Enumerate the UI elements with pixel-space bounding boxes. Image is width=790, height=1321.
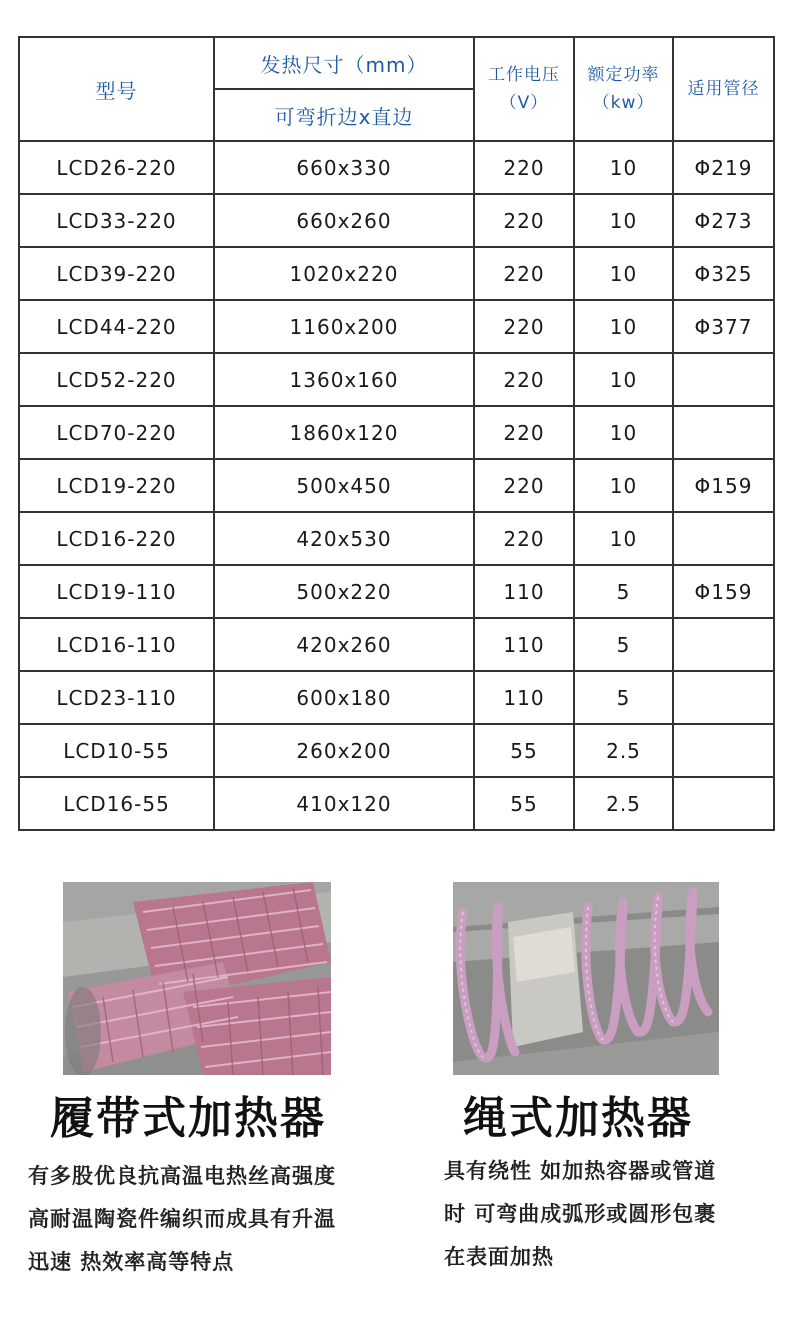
- cell-power: 10: [574, 459, 673, 512]
- cell-power: 5: [574, 565, 673, 618]
- table-row: [19, 724, 774, 777]
- header-voltage: [474, 37, 574, 141]
- cell-model: LCD70-220: [19, 406, 214, 459]
- cell-voltage: 220: [474, 247, 574, 300]
- cell-model: LCD39-220: [19, 247, 214, 300]
- cell-voltage: 220: [474, 406, 574, 459]
- product-description-rope: [444, 1150, 716, 1279]
- cell-voltage: 110: [474, 565, 574, 618]
- cell-pipe: [673, 353, 774, 406]
- cell-model: LCD10-55: [19, 724, 214, 777]
- header-power-unit: （kw）: [592, 93, 655, 113]
- cell-size: 1020x220: [214, 247, 474, 300]
- cell-pipe: Φ159: [673, 459, 774, 512]
- cell-pipe: [673, 724, 774, 777]
- cell-pipe: Φ159: [673, 565, 774, 618]
- crawler-heater-photo: [63, 882, 331, 1075]
- cell-size: 410x120: [214, 777, 474, 830]
- cell-model: LCD33-220: [19, 194, 214, 247]
- cell-power: 10: [574, 194, 673, 247]
- cell-model: LCD26-220: [19, 141, 214, 194]
- cell-voltage: 110: [474, 671, 574, 724]
- cell-pipe: [673, 777, 774, 830]
- cell-power: 10: [574, 300, 673, 353]
- rope-heater-photo: [453, 882, 719, 1075]
- crawler-heater-image: [63, 882, 331, 1075]
- cell-pipe: [673, 406, 774, 459]
- table-row: [19, 565, 774, 618]
- cell-power: 5: [574, 618, 673, 671]
- cell-size: 1860x120: [214, 406, 474, 459]
- cell-voltage: 220: [474, 353, 574, 406]
- cell-size: 660x330: [214, 141, 474, 194]
- cell-pipe: [673, 618, 774, 671]
- product-title-rope: 绳式加热器: [463, 1093, 693, 1144]
- cell-model: LCD52-220: [19, 353, 214, 406]
- rope-heater-image: [453, 882, 719, 1075]
- cell-voltage: 220: [474, 141, 574, 194]
- cell-size: 420x260: [214, 618, 474, 671]
- description-line: 高耐温陶瓷件编织而成具有升温: [28, 1207, 336, 1231]
- cell-model: LCD16-55: [19, 777, 214, 830]
- cell-model: LCD16-220: [19, 512, 214, 565]
- cell-power: 10: [574, 141, 673, 194]
- cell-size: 1160x200: [214, 300, 474, 353]
- header-size-group: 发热尺寸（mm）: [214, 37, 474, 89]
- description-line: 迅速 热效率高等特点: [28, 1250, 235, 1274]
- table-row: [19, 618, 774, 671]
- cell-size: 500x220: [214, 565, 474, 618]
- description-line: 时 可弯曲成弧形或圆形包裹: [444, 1202, 717, 1226]
- table-row: [19, 353, 774, 406]
- cell-power: 10: [574, 353, 673, 406]
- product-title-crawler: 履带式加热器: [50, 1093, 326, 1144]
- cell-power: 2.5: [574, 724, 673, 777]
- cell-power: 10: [574, 406, 673, 459]
- cell-pipe: Φ273: [673, 194, 774, 247]
- description-line: 具有绕性 如加热容器或管道: [444, 1159, 717, 1183]
- cell-power: 5: [574, 671, 673, 724]
- description-line: 在表面加热: [444, 1245, 554, 1269]
- cell-voltage: 220: [474, 194, 574, 247]
- description-line: 有多股优良抗高温电热丝高强度: [28, 1164, 336, 1188]
- cell-pipe: [673, 512, 774, 565]
- header-voltage-unit: （V）: [499, 93, 549, 113]
- table-body: [19, 141, 774, 830]
- cell-size: 660x260: [214, 194, 474, 247]
- cell-pipe: Φ377: [673, 300, 774, 353]
- table-row: [19, 300, 774, 353]
- header-power-label: 额定功率: [587, 65, 660, 85]
- table-row: [19, 777, 774, 830]
- product-description-crawler: [28, 1155, 336, 1284]
- cell-size: 600x180: [214, 671, 474, 724]
- cell-voltage: 220: [474, 300, 574, 353]
- cell-voltage: 55: [474, 724, 574, 777]
- table-row: [19, 512, 774, 565]
- cell-power: 10: [574, 247, 673, 300]
- cell-model: LCD44-220: [19, 300, 214, 353]
- cell-pipe: Φ219: [673, 141, 774, 194]
- cell-model: LCD16-110: [19, 618, 214, 671]
- cell-model: LCD23-110: [19, 671, 214, 724]
- cell-pipe: Φ325: [673, 247, 774, 300]
- cell-size: 500x450: [214, 459, 474, 512]
- table-row: [19, 141, 774, 194]
- table-row: [19, 406, 774, 459]
- table-row: [19, 671, 774, 724]
- cell-model: LCD19-220: [19, 459, 214, 512]
- table-row: [19, 459, 774, 512]
- cell-voltage: 110: [474, 618, 574, 671]
- cell-voltage: 220: [474, 459, 574, 512]
- cell-size: 420x530: [214, 512, 474, 565]
- header-power: [574, 37, 673, 141]
- header-pipe: 适用管径: [673, 37, 774, 141]
- table-row: [19, 194, 774, 247]
- cell-size: 260x200: [214, 724, 474, 777]
- header-model: 型号: [19, 37, 214, 141]
- cell-model: LCD19-110: [19, 565, 214, 618]
- header-size-sub: 可弯折边x直边: [214, 89, 474, 141]
- cell-power: 10: [574, 512, 673, 565]
- cell-voltage: 220: [474, 512, 574, 565]
- cell-power: 2.5: [574, 777, 673, 830]
- cell-pipe: [673, 671, 774, 724]
- table-row: [19, 247, 774, 300]
- cell-size: 1360x160: [214, 353, 474, 406]
- spec-table: [18, 36, 775, 831]
- cell-voltage: 55: [474, 777, 574, 830]
- header-voltage-label: 工作电压: [488, 65, 560, 85]
